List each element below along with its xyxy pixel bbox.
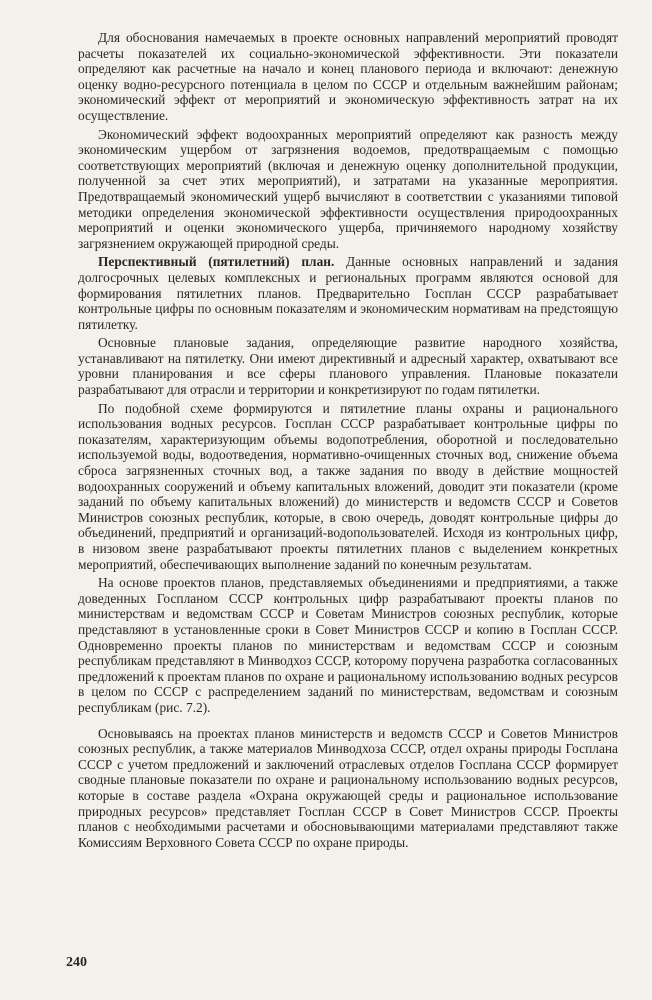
body-text [78, 30, 618, 850]
paragraph-4: Основные плановые задания, определяющие развитие народного хозяйства, устанавливают на пятилетку. Они имеют директивный и адресный характер, охватывают все уровни планирования и все сферы планового управления. Плановые показатели разрабатывают для отрасли и территории и конкретизируют по годам пятилетки. [78, 335, 618, 398]
paragraph-6: На основе проектов планов, представляемых объединениями и предприятиями, а также доведенных Госпланом СССР контрольных цифр разрабатывают проекты планов по министерствам и ведомствам СССР и Советам Министров союзных республик, которые представляют в установленные сроки в Совет Министров СССР и копию в Госплан СССР. Одновременно проекты планов по министерствам и ведомствам СССР и союзным республикам представляют в Минводхоз СССР, которому поручена разработка согласованных предложений к проектам планов по охране и рациональному использованию водных ресурсов в целом по СССР с распределением заданий по министерствам, ведомствам и союзным республикам (рис. 7.2). [78, 575, 618, 715]
paragraph-1: Для обоснования намечаемых в проекте основных направлений мероприятий проводят расчеты показателей их социально-экономической эффективности. Эти показатели определяют как расчетные на начало и конец планового периода и включают: денежную оценку водно-ресурсного потенциала в целом по СССР и отдельным важнейшим районам; экономический эффект от мероприятий и экономическую эффективность затрат на их осуществление. [78, 30, 618, 123]
paragraph-5: По подобной схеме формируются и пятилетние планы охраны и рационального использования водных ресурсов. Госплан СССР разрабатывает контрольные цифры по показателям, характеризующим объемы водопотребления, оборотной и последовательно используемой воды, водоотведения, нормативно-очищенных сточных вод, снижение объема сброса загрязненных сточных вод, а также задания по вводу в действие мощностей водоохранных сооружений и объему капитальных вложений, доводит эти показатели (кроме заданий по объему капитальных вложений) до министерств и ведомств СССР и Советов Министров союзных республик, которые, в свою очередь, доводят контрольные цифры до объединений, предприятий и организаций-водопользователей. Исходя из контрольных цифр, в низовом звене разрабатывают проекты пятилетних планов с выделением конкретных мероприятий, обеспечивающих выполнение заданий по конечным результатам. [78, 400, 618, 572]
paragraph-2: Экономический эффект водоохранных мероприятий определяют как разность между экономическим ущербом от загрязнения водоемов, предотвращаемым с помощью соответствующих мероприятий (включая и денежную оценку дополнительной продукции, полученной за счет этих мероприятий), и затратами на указанные мероприятия. Предотвращаемый экономический ущерб вычисляют в соответствии с указаниями типовой методики определения экономической эффективности осуществления природоохранных мероприятий и оценки экономического ущерба, причиняемого народному хозяйству загрязнением окружающей природной среды. [78, 126, 618, 251]
paragraph-3-text: Данные основных направлений и задания долгосрочных целевых комплексных и региональных программ являются основой для формирования пятилетних планов. Предварительно Госплан СССР разрабатывает контрольные цифры по основным показателям и экономическим нормативам на предстоящую пятилетку. [78, 254, 618, 332]
section-heading: Перспективный (пятилетний) план. [98, 254, 335, 270]
paragraph-3 [78, 254, 618, 332]
paragraph-7: Основываясь на проектах планов министерств и ведомств СССР и Советов Министров союзных республик, а также материалов Минводхоза СССР, отдел охраны природы Госплана СССР с учетом предложений и заключений отраслевых отделов Госплана СССР формирует сводные плановые показатели по охране и рациональному использованию водных ресурсов, которые в составе раздела «Охрана окружающей среды и рациональное использование природных ресурсов» представляет Госплан СССР в Совет Министров СССР. Проекты планов с необходимыми расчетами и обосновывающими материалами представляют также Комиссиям Верховного Совета СССР по охране природы. [78, 725, 618, 850]
page-number: 240 [66, 955, 87, 970]
